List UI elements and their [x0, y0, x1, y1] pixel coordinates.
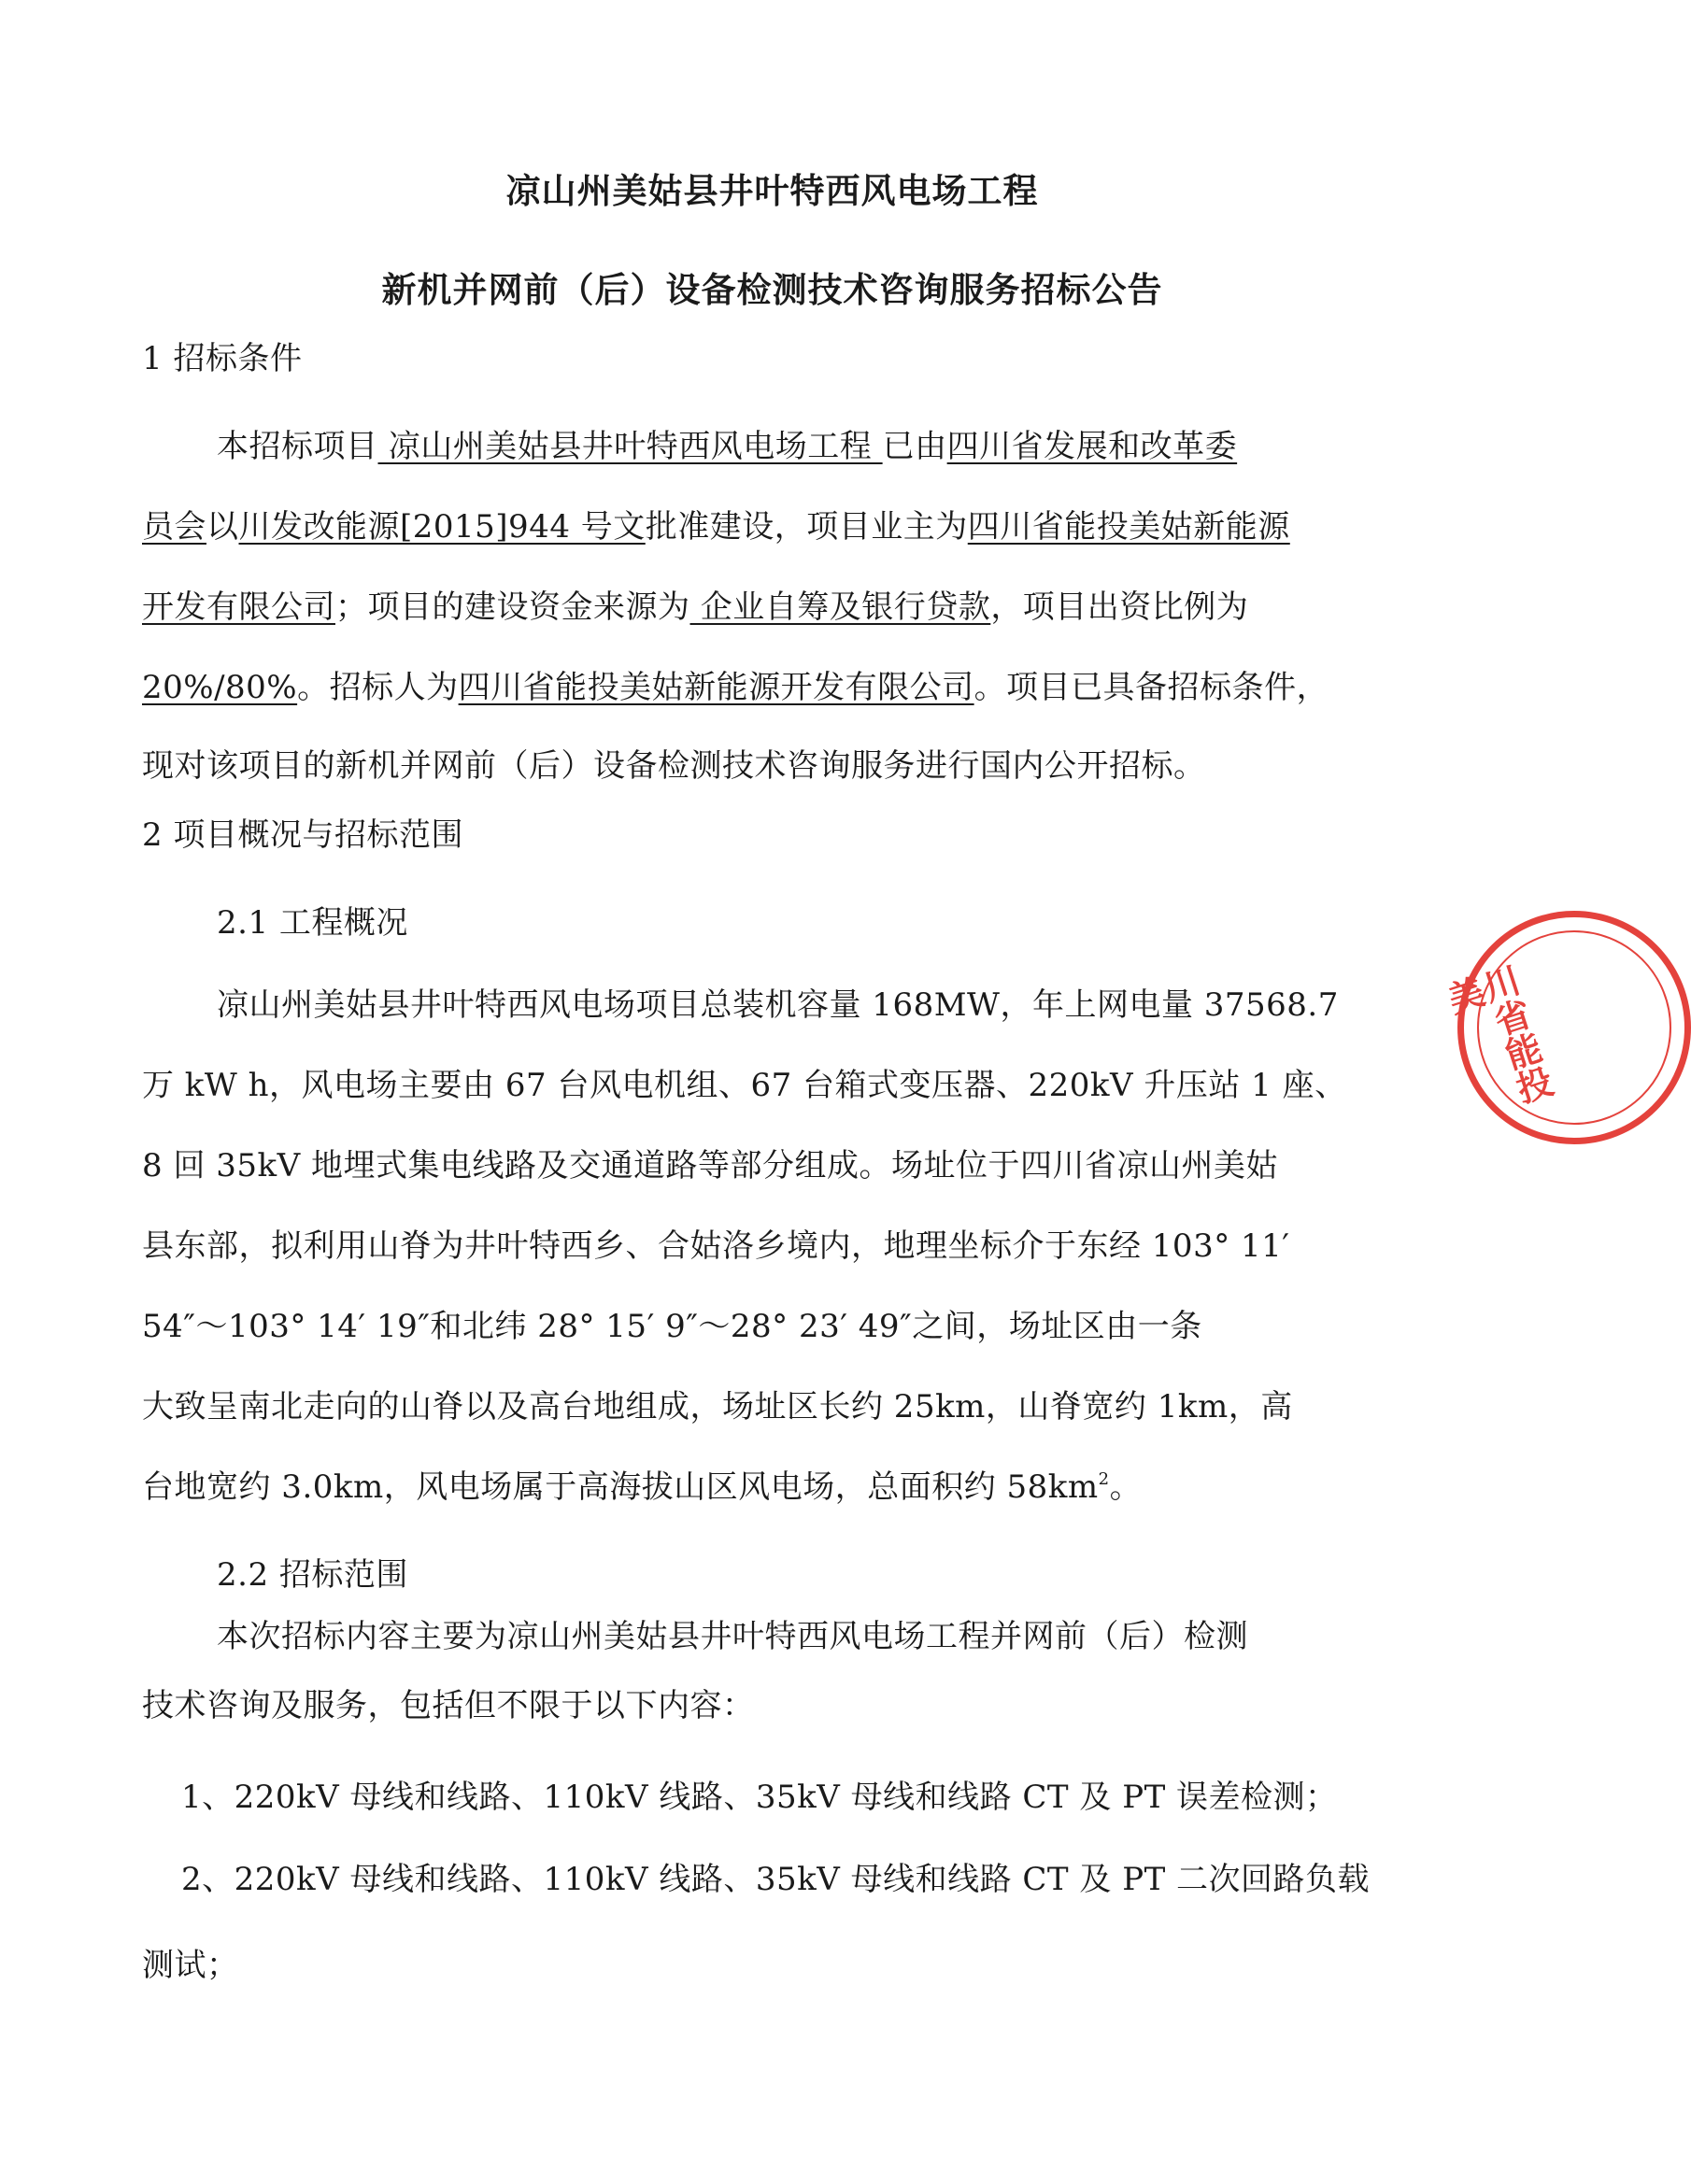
scope-line-1: 本次招标内容主要为凉山州美姑县井叶特西风电场工程并网前（后）检测	[217, 1618, 1248, 1655]
section-2-heading: 2 项目概况与招标范围	[142, 816, 463, 854]
section-1-heading: 1 招标条件	[142, 340, 303, 377]
project-overview-line-6: 大致呈南北走向的山脊以及高台地组成，场址区长约 25km，山脊宽约 1km，高	[142, 1388, 1293, 1425]
document-title-line-2: 新机并网前（后）设备检测技术咨询服务招标公告	[381, 269, 1163, 310]
scope-line-2: 技术咨询及服务，包括但不限于以下内容：	[142, 1687, 755, 1724]
seal-text: 川省能投美	[1438, 960, 1556, 1109]
company-seal-stamp	[1438, 911, 1691, 1144]
section-1-paragraph-line-3: 开发有限公司；项目的建设资金来源为 企业自筹及银行贷款，项目出资比例为	[142, 589, 1249, 626]
document-title-line-1: 凉山州美姑县井叶特西风电场工程	[505, 170, 1039, 211]
subsection-2-1-heading: 2.1 工程概况	[217, 904, 408, 942]
project-overview-line-5: 54″～103° 14′ 19″和北纬 28° 15′ 9″～28° 23′ 49″之间，场址区由一条	[142, 1308, 1202, 1345]
project-overview-line-4: 县东部，拟利用山脊为井叶特西乡、合姑洛乡境内，地理坐标介于东经 103° 11′	[142, 1227, 1290, 1265]
scope-item-2-line-1: 2、220kV 母线和线路、110kV 线路、35kV 母线和线路 CT 及 PT 二次回路负载	[181, 1861, 1371, 1898]
project-overview-line-1: 凉山州美姑县井叶特西风电场项目总装机容量 168MW，年上网电量 37568.7	[217, 986, 1339, 1024]
project-overview-line-2: 万 kW h，风电场主要由 67 台风电机组、67 台箱式变压器、220kV 升压站 1 座、	[142, 1067, 1347, 1104]
section-1-paragraph-line-2: 员会以川发改能源[2015]944 号文批准建设，项目业主为四川省能投美姑新能源	[142, 508, 1290, 546]
section-1-paragraph-line-1: 本招标项目 凉山州美姑县井叶特西风电场工程 已由四川省发展和改革委	[217, 428, 1238, 465]
subsection-2-2-heading: 2.2 招标范围	[217, 1556, 408, 1594]
section-1-paragraph-line-5: 现对该项目的新机并网前（后）设备检测技术咨询服务进行国内公开招标。	[142, 747, 1206, 785]
scope-item-2-line-2: 测试；	[142, 1947, 239, 1984]
project-overview-line-3: 8 回 35kV 地埋式集电线路及交通道路等部分组成。场址位于四川省凉山州美姑	[142, 1147, 1278, 1184]
scope-item-1: 1、220kV 母线和线路、110kV 线路、35kV 母线和线路 CT 及 PT 误差检测；	[181, 1779, 1338, 1816]
project-overview-line-7: 台地宽约 3.0km，风电场属于高海拔山区风电场，总面积约 $58km^2$。	[142, 1468, 1143, 1506]
section-1-paragraph-line-4: 20%/80%。招标人为四川省能投美姑新能源开发有限公司。项目已具备招标条件，	[142, 669, 1329, 706]
